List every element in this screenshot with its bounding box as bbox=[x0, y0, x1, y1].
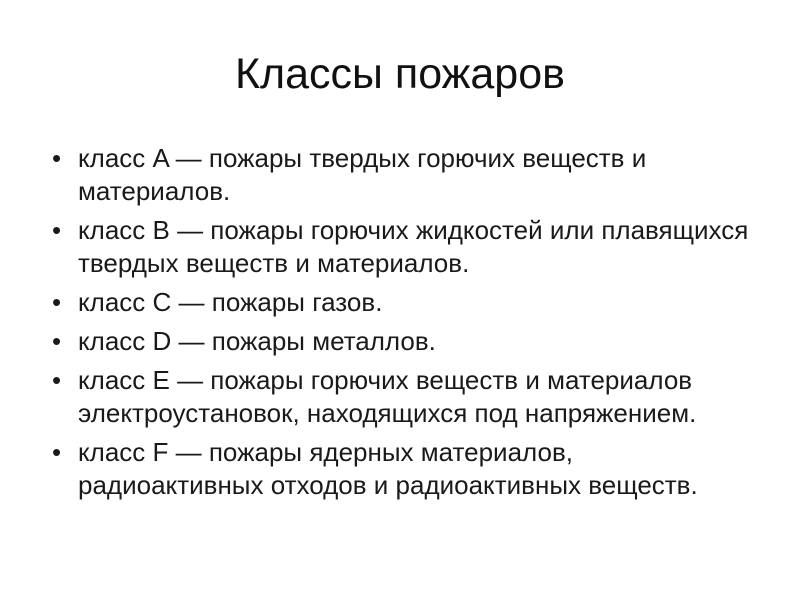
bullet-icon: • bbox=[52, 326, 62, 356]
bullet-icon: • bbox=[52, 437, 62, 467]
list-item-text: класс F — пожары ядерных материалов, радиоактивных отходов и радиоактивных веществ. bbox=[78, 437, 698, 500]
list-item-class-b bbox=[52, 214, 752, 280]
list-item-text: класс E — пожары горючих веществ и материалов электроустановок, находящихся под напряжением. bbox=[78, 365, 697, 428]
list-item-class-f bbox=[52, 436, 752, 502]
bullet-icon: • bbox=[52, 287, 62, 317]
list-item-class-e bbox=[52, 364, 752, 430]
list-item-class-a bbox=[52, 142, 752, 208]
list-item-text: класс D — пожары металлов. bbox=[78, 326, 436, 356]
bullet-icon: • bbox=[52, 215, 62, 245]
slide-title: Классы пожаров bbox=[235, 50, 565, 98]
list-item-class-d bbox=[52, 325, 752, 358]
bullet-icon: • bbox=[52, 365, 62, 395]
list-item-class-c bbox=[52, 286, 752, 319]
bullet-list bbox=[52, 142, 752, 508]
list-item-text: класс B — пожары горючих жидкостей или плавящихся твердых веществ и материалов. bbox=[78, 215, 749, 278]
list-item-text: класс A — пожары твердых горючих веществ и материалов. bbox=[78, 143, 647, 206]
list-item-text: класс C — пожары газов. bbox=[78, 287, 383, 317]
bullet-icon: • bbox=[52, 143, 62, 173]
